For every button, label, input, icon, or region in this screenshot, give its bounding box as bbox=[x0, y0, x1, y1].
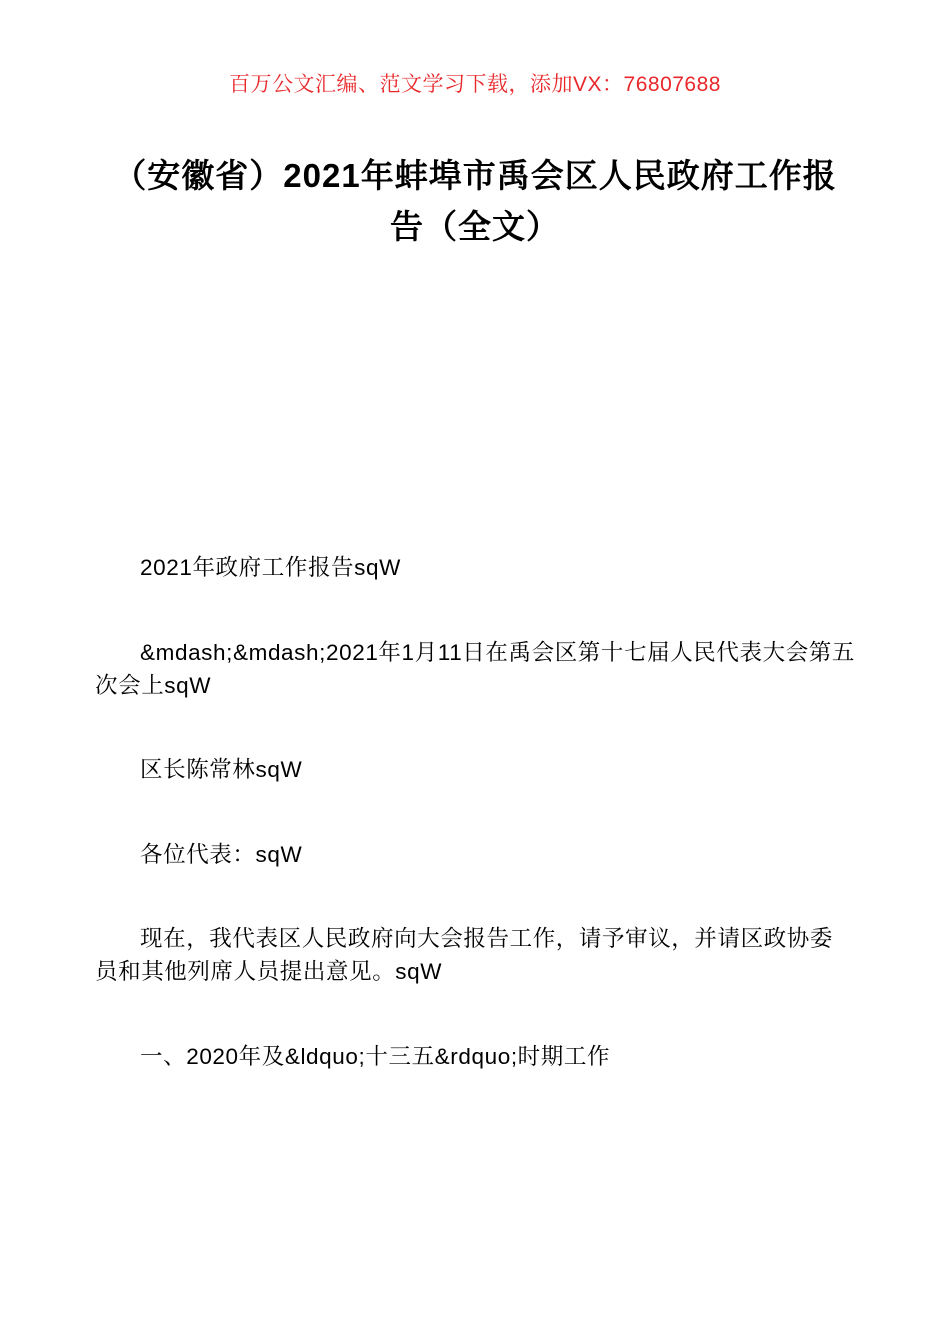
body-paragraph: 现在，我代表区人民政府向大会报告工作，请予审议，并请区政协委员和其他列席人员提出意见。sqW bbox=[95, 926, 834, 985]
document-body bbox=[95, 552, 855, 1073]
body-paragraph: 各位代表：sqW bbox=[140, 841, 303, 867]
body-paragraph: 区长陈常林sqW bbox=[140, 757, 303, 783]
page-title: （安徽省）2021年蚌埠市禹会区人民政府工作报告（全文） bbox=[113, 157, 837, 246]
body-paragraph: &mdash;&mdash;2021年1月11日在禹会区第十七届人民代表大会第五次会上sqW bbox=[95, 639, 856, 698]
body-paragraph: 一、2020年及&ldquo;十三五&rdquo;时期工作 bbox=[140, 1043, 611, 1069]
body-paragraph: 2021年政府工作报告sqW bbox=[140, 555, 401, 581]
promo-banner: 百万公文汇编、范文学习下载，添加VX：76807688 bbox=[229, 73, 721, 96]
